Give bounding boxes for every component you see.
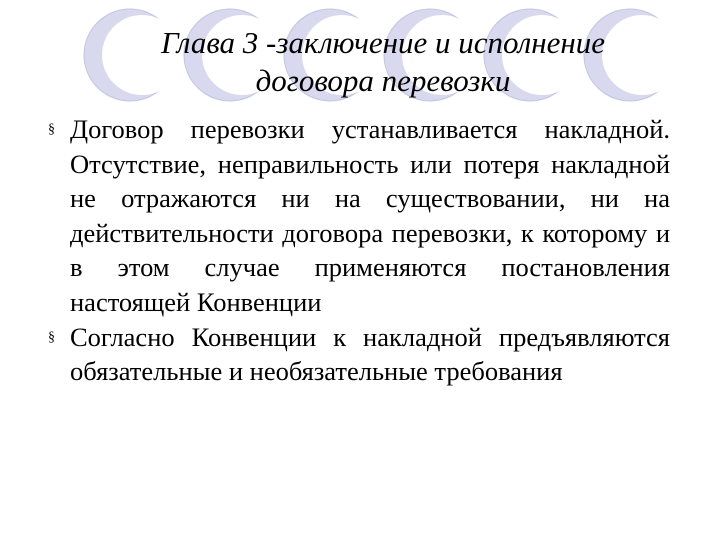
bullet-item bbox=[48, 112, 670, 320]
bullet-item bbox=[48, 320, 670, 389]
slide-title-line-2: договора перевозки bbox=[255, 63, 511, 98]
bullet-text: Согласно Конвенции к накладной предъявляются обязательные и необязательные требования bbox=[70, 321, 670, 387]
section-sign-bullet-icon: § bbox=[48, 329, 55, 345]
slide-title bbox=[88, 24, 678, 100]
bullet-text: Договор перевозки устанавливается накладной. Отсутствие, неправильность или потеря накладной не отражаются ни на существовании, ни на действительности договора перевозки, к которому и в этом случае применяются постановления настоящей Конвенции bbox=[70, 114, 670, 317]
slide-body bbox=[48, 112, 670, 389]
slide-title-line-1: Глава 3 -заключение и исполнение bbox=[160, 25, 606, 60]
section-sign-bullet-icon: § bbox=[48, 122, 55, 137]
